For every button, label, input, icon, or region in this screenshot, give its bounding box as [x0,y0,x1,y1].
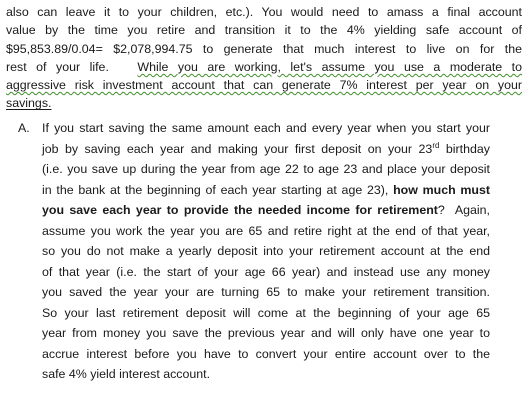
intro-line-1: also can leave it to your children, etc.). You would need to amass a final account [6,5,522,19]
qa-line-2-start: job by saving each year and making your first deposit on your 23 [42,141,433,156]
intro-line-4-start: rest of your life. [6,59,138,74]
intro-line-6 [6,94,522,112]
list-marker: A. [18,121,30,135]
qa-line-2 [42,139,490,160]
qa-line-13: safe 4% yield interest account. [42,367,211,381]
qa-line-4 [42,180,490,201]
qa-line-8: of that year (i.e. the start of your age 66 year) and instead use any money [42,264,490,279]
ordinal-suffix: rd [432,140,440,150]
intro-paragraph [6,3,522,113]
qa-line-4-start: in the bank at the beginning of each year starting at age 23), [42,182,394,197]
qa-line-12: accrue interest before you have to convert your entire account over to the [42,346,490,361]
qa-line-7: so you do not make a yearly deposit into your retirement account at the end [42,244,490,258]
qa-line-2-end: birthday [439,141,490,156]
grammar-flagged-text-2: aggressive risk investment account that can generate 7% interest per year on your [6,78,522,93]
qa-line-1: If you start saving the same amount each and every year when you start your [42,121,490,135]
qa-bold-question-1: how much must [393,182,490,197]
qa-line-6: assume you work the year you are 65 and retire right at the end of that year, [42,223,490,238]
intro-line-5 [6,76,522,94]
qa-line-11: year from money you save the previous year and will only have one year to [42,326,490,340]
intro-line-4 [6,58,522,76]
intro-line-2: value by the time you retire and transition it to the 4% yielding safe account of [6,23,522,38]
qa-line-9: you saved the year your are turning 65 to make your retirement transition. [42,285,490,299]
qa-line-3: (i.e. you save up during the year from age 22 to age 23 and place your deposit [42,162,490,176]
qa-line-5 [42,200,490,221]
qa-line-10: So your last retirement deposit will come at the beginning of your age 65 [42,305,490,320]
qa-line-5-end: ? Again, [437,203,490,217]
underlined-savings: savings. [6,96,52,111]
intro-line-3: $95,853.89/0.04= $2,078,994.75 to generate that much interest to live on for the [6,41,522,56]
question-a-body [42,118,490,385]
qa-bold-question-2: you save each year to provide the needed income for retirement [42,203,438,217]
grammar-flagged-text: While you are working, let's assume you use a moderate to [137,59,523,74]
